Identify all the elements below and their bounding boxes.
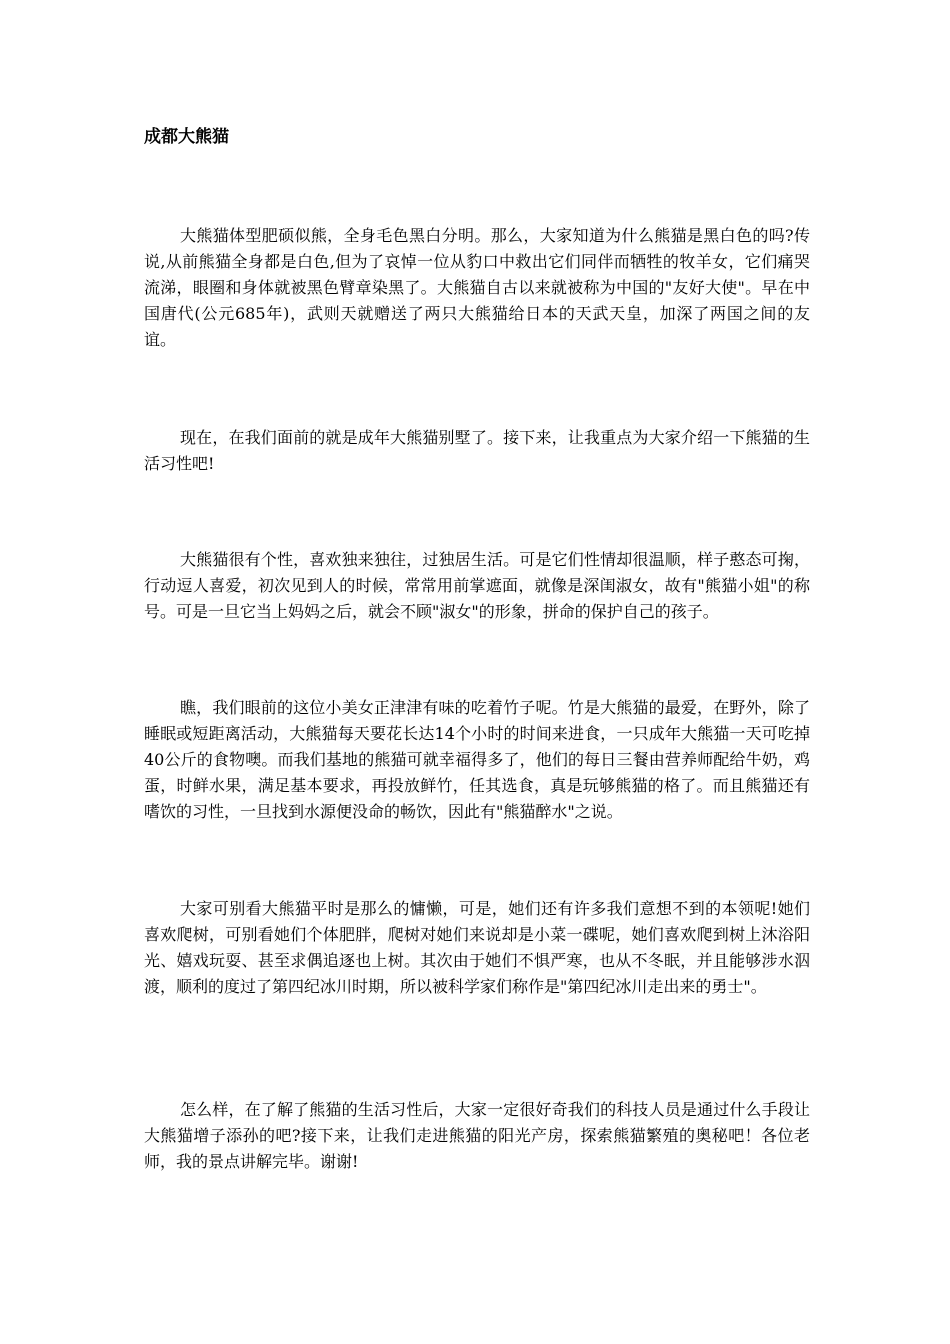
- paragraph-panda-colors: 大熊猫体型肥硕似熊，全身毛色黑白分明。那么，大家知道为什么熊猫是黑白色的吗?传说,从前熊猫全身都是白色,但为了哀悼一位从豹口中救出它们同伴而牺牲的牧羊女，它们痛哭流涕，眼圈和身体就被黑色臂章染黑了。大熊猫自古以来就被称为中国的"友好大使"。早在中国唐代(公元685年)，武则天就赠送了两只大熊猫给日本的天武天皇，加深了两国之间的友谊。: [144, 226, 810, 349]
- paragraph-abilities: 大家可别看大熊猫平时是那么的慵懒，可是，她们还有许多我们意想不到的本领呢!她们喜欢爬树，可别看她们个体肥胖，爬树对她们来说却是小菜一碟呢，她们喜欢爬到树上沐浴阳光、嬉戏玩耍、甚至求偶追逐也上树。其次由于她们不惧严寒，也从不冬眠，并且能够涉水泅渡，顺利的度过了第四纪冰川时期，所以被科学家们称作是"第四纪冰川走出来的勇士"。: [144, 899, 810, 996]
- paragraph-personality: 大熊猫很有个性，喜欢独来独往，过独居生活。可是它们性情却很温顺，样子憨态可掬，行动逗人喜爱，初次见到人的时候，常常用前掌遮面，就像是深闺淑女，故有"熊猫小姐"的称号。可是一旦它当上妈妈之后，就会不顾"淑女"的形象，拼命的保护自己的孩子。: [144, 550, 810, 621]
- paragraph-diet: 瞧，我们眼前的这位小美女正津津有味的吃着竹子呢。竹是大熊猫的最爱，在野外，除了睡眠或短距离活动，大熊猫每天要花长达14个小时的时间来进食，一只成年大熊猫一天可吃掉40公斤的食物噢。而我们基地的熊猫可就幸福得多了，他们的每日三餐由营养师配给牛奶，鸡蛋，时鲜水果，满足基本要求，再投放鲜竹，任其选食，真是玩够熊猫的格了。而且熊猫还有嗜饮的习性，一旦找到水源便没命的畅饮，因此有"熊猫醉水"之说。: [144, 698, 810, 821]
- document-title: 成都大熊猫: [144, 127, 229, 147]
- paragraph-closing: 怎么样，在了解了熊猫的生活习性后，大家一定很好奇我们的科技人员是通过什么手段让大熊猫增子添孙的吧?接下来，让我们走进熊猫的阳光产房，探索熊猫繁殖的奥秘吧！各位老师，我的景点讲解完毕。谢谢!: [144, 1100, 810, 1171]
- paragraph-intro-habits: 现在，在我们面前的就是成年大熊猫别墅了。接下来，让我重点为大家介绍一下熊猫的生活习性吧!: [144, 428, 810, 473]
